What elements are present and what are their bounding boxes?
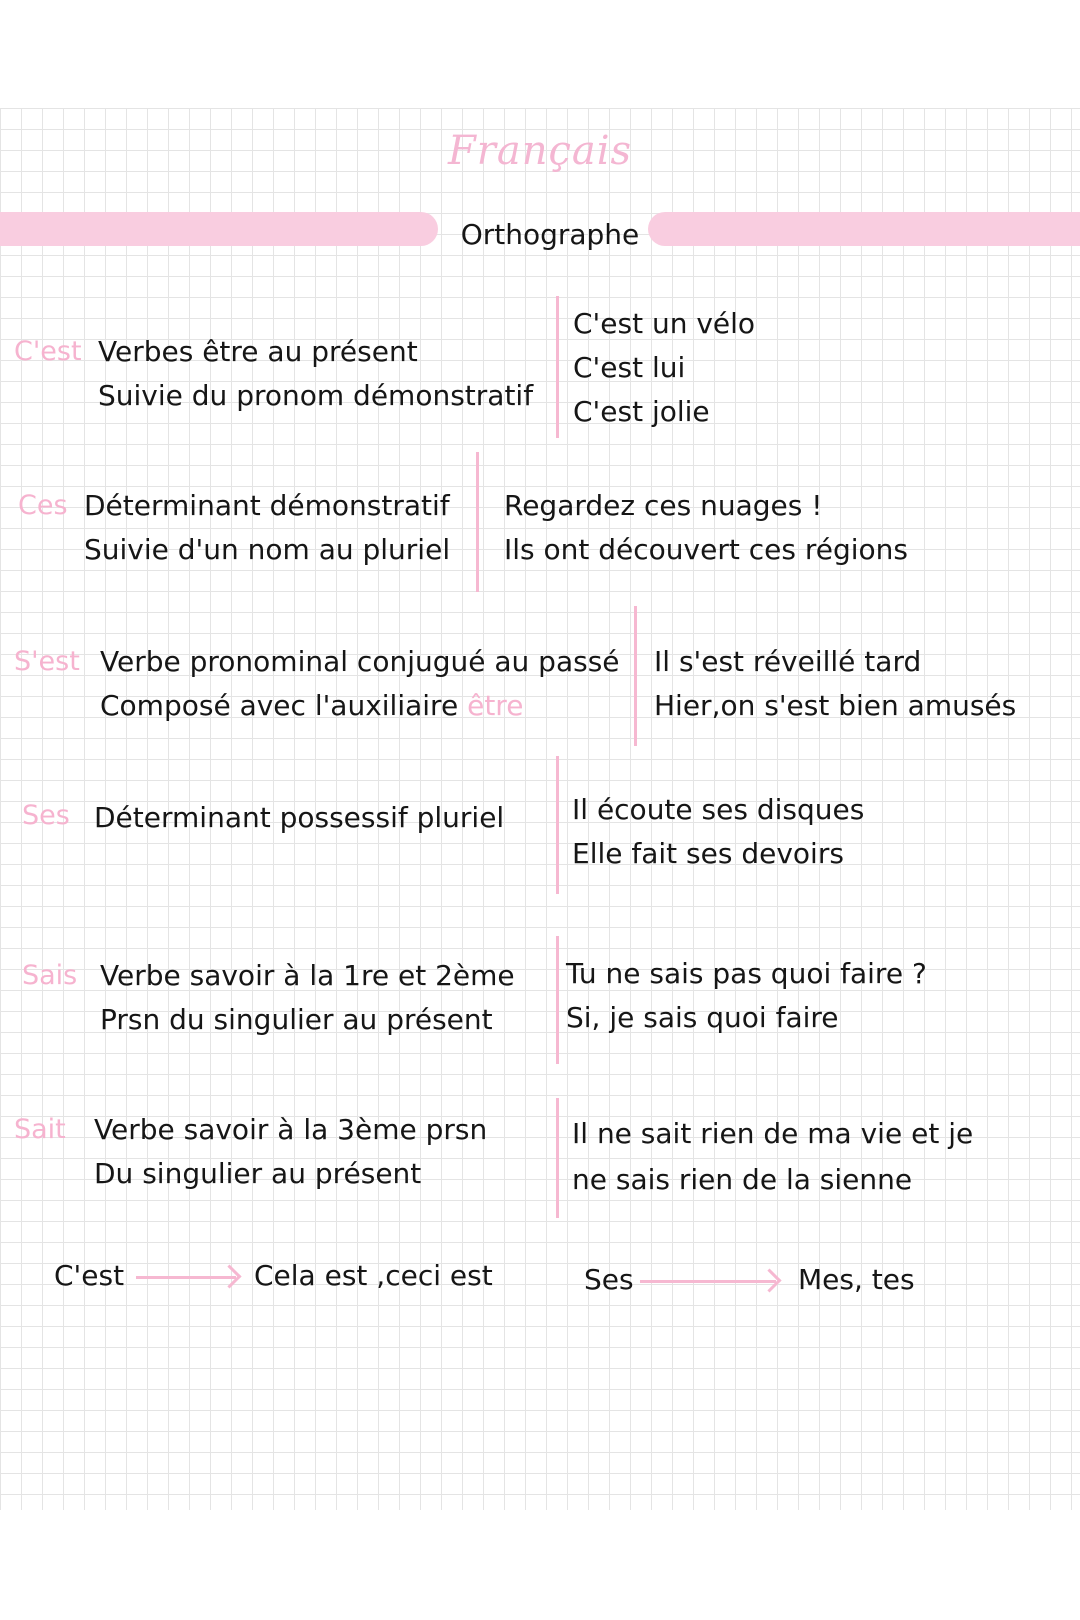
rule-example: Ils ont découvert ces régions — [504, 533, 908, 566]
rule-definition-line: Du singulier au présent — [94, 1157, 422, 1190]
rule-example: Si, je sais quoi faire — [566, 1001, 839, 1034]
rule-term: Ses — [22, 800, 70, 831]
arrow-right-icon — [136, 1276, 236, 1279]
rule-example: Tu ne sais pas quoi faire ? — [566, 957, 927, 990]
rule-term: Sais — [22, 960, 78, 991]
title-band-left — [0, 212, 438, 246]
rule-definition-line: Verbe savoir à la 3ème prsn — [94, 1113, 488, 1146]
rule-example: ne sais rien de la sienne — [572, 1163, 913, 1196]
rule-definition-line: Déterminant possessif pluriel — [94, 801, 505, 834]
rule-example: Il ne sait rien de ma vie et je — [572, 1117, 974, 1150]
title-band-right — [648, 212, 1080, 246]
rule-example: Il écoute ses disques — [572, 793, 865, 826]
substitution-to: Cela est ,ceci est — [254, 1259, 493, 1292]
rule-definition-line: Verbe pronominal conjugué au passé — [100, 645, 620, 678]
rule-divider — [556, 756, 559, 894]
rule-term: Ces — [18, 490, 68, 521]
rule-divider — [476, 452, 479, 592]
rule-term: S'est — [14, 646, 80, 677]
rule-definition-line — [100, 684, 523, 728]
rule-divider — [634, 606, 637, 746]
rule-definition-line: Suivie d'un nom au pluriel — [84, 533, 451, 566]
rule-divider — [556, 936, 559, 1064]
rule-definition-line: Suivie du pronom démonstratif — [98, 379, 534, 412]
section-subtitle: Orthographe — [460, 218, 640, 251]
definition-text: Composé avec l'auxiliaire — [100, 689, 459, 722]
substitution-to: Mes, tes — [798, 1263, 915, 1296]
definition-highlight: être — [467, 689, 524, 722]
rule-definition-line: Verbes être au présent — [98, 335, 418, 368]
substitution-from: C'est — [54, 1259, 125, 1292]
rule-definition-line: Verbe savoir à la 1re et 2ème — [100, 959, 515, 992]
page-title: Français — [447, 128, 633, 174]
rule-example: C'est un vélo — [573, 307, 756, 340]
rule-example: Il s'est réveillé tard — [654, 645, 922, 678]
rule-definition-line: Prsn du singulier au présent — [100, 1003, 493, 1036]
substitution-from: Ses — [584, 1263, 634, 1296]
rule-definition-line: Déterminant démonstratif — [84, 489, 450, 522]
rule-divider — [556, 296, 559, 438]
arrow-right-icon — [640, 1280, 776, 1283]
rule-example: C'est lui — [573, 351, 686, 384]
rule-example: Hier,on s'est bien amusés — [654, 689, 1017, 722]
rule-example: Regardez ces nuages ! — [504, 489, 823, 522]
rule-example: C'est jolie — [573, 395, 710, 428]
rule-term: C'est — [14, 336, 82, 367]
rule-example: Elle fait ses devoirs — [572, 837, 844, 870]
rule-divider — [556, 1098, 559, 1218]
rule-term: Sait — [14, 1114, 66, 1145]
